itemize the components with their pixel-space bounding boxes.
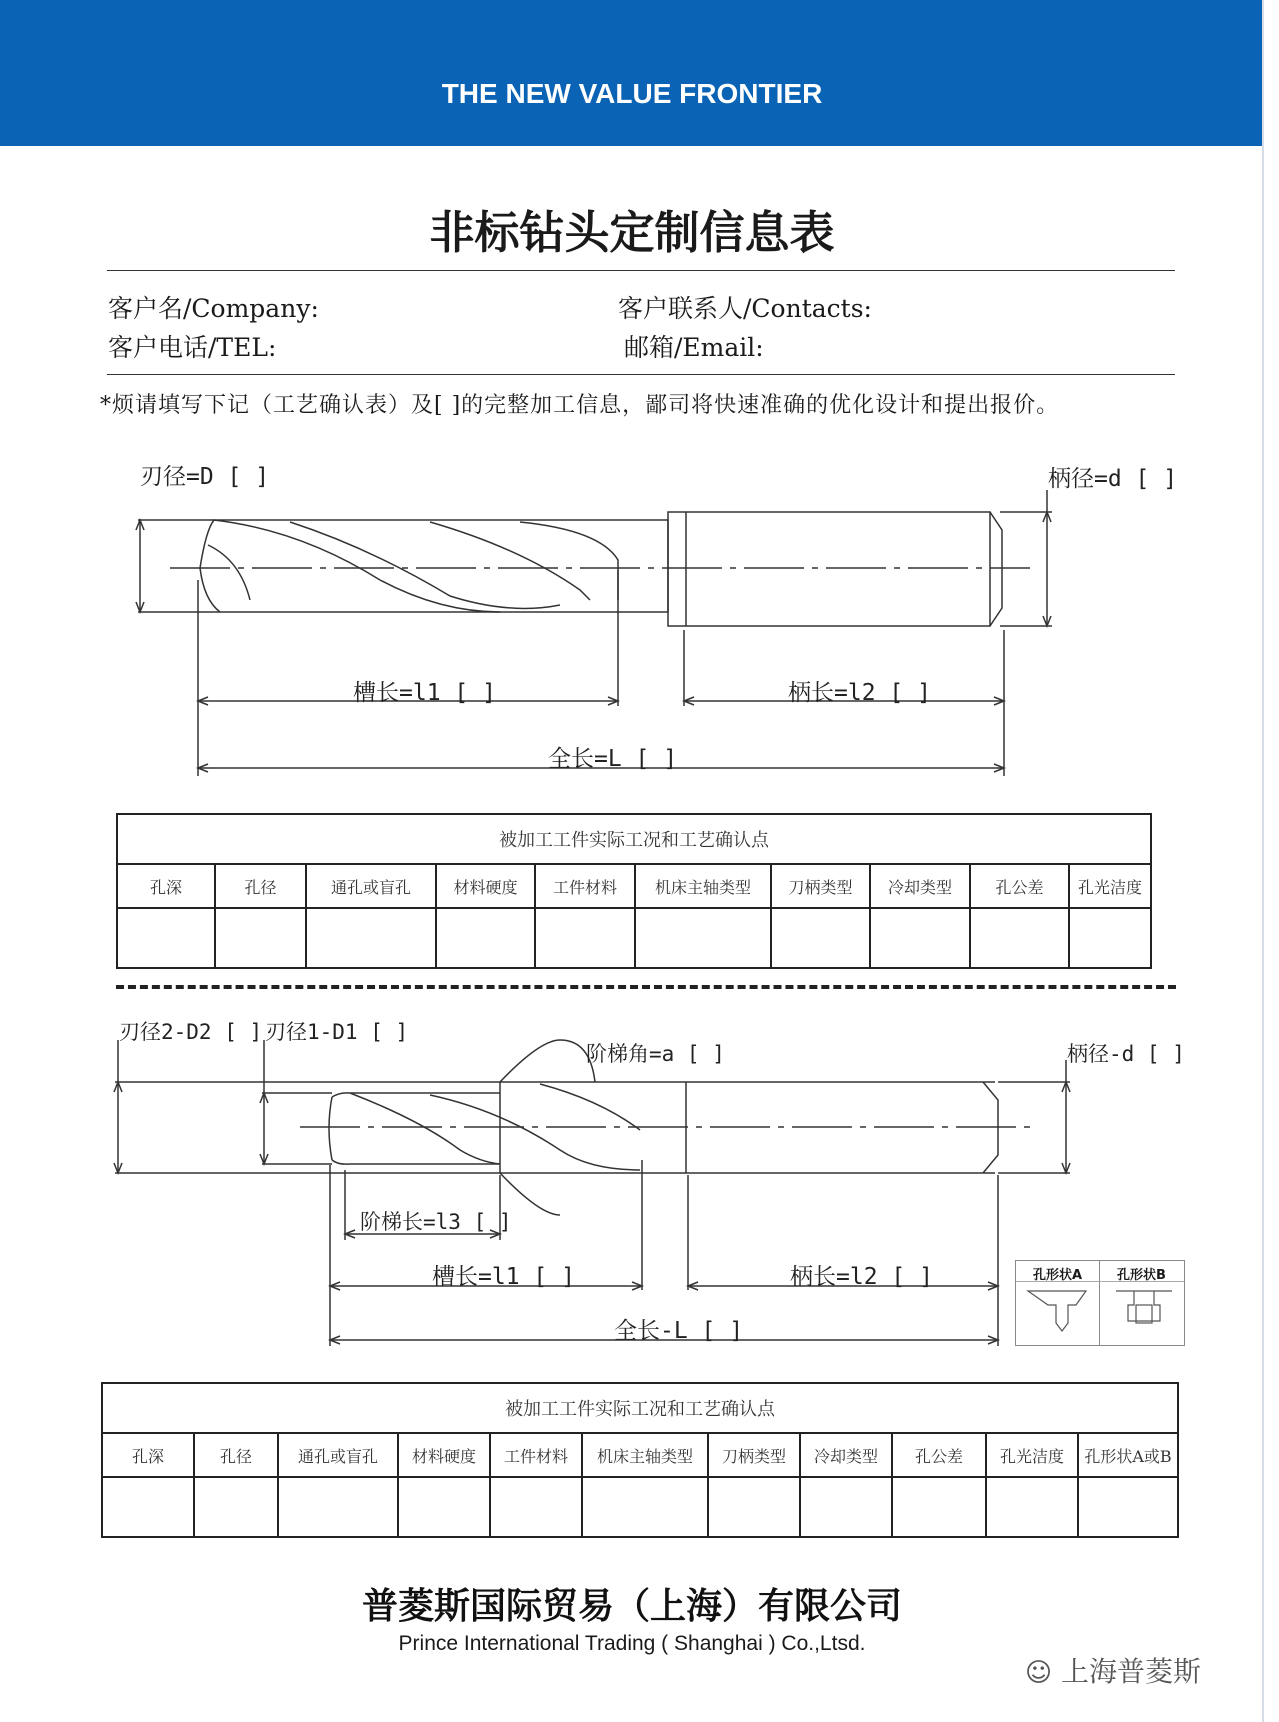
shape-a-label: 孔形状A xyxy=(1032,1268,1083,1283)
table-cell xyxy=(535,908,635,968)
table-cell xyxy=(117,908,215,968)
table-header: 材料硬度 xyxy=(398,1433,490,1477)
tel-field: 客户电话/TEL: xyxy=(108,333,277,362)
table-header: 刀柄类型 xyxy=(771,864,870,908)
label-step-angle: 阶梯角=a [ ] xyxy=(586,1042,725,1066)
table-cell xyxy=(892,1477,986,1537)
table-cell xyxy=(436,908,535,968)
email-field: 邮箱/Email: xyxy=(624,333,764,362)
label-shank-length-2: 柄长=l2 [ ] xyxy=(790,1264,933,1290)
label-flute-length-2: 槽长=l1 [ ] xyxy=(432,1264,575,1290)
table-cell xyxy=(306,908,436,968)
label-shank-diameter-2: 柄径-d [ ] xyxy=(1067,1042,1185,1066)
table-header: 孔光洁度 xyxy=(1069,864,1151,908)
table-header: 孔形状A或B xyxy=(1078,1433,1178,1477)
table-header: 机床主轴类型 xyxy=(582,1433,708,1477)
table-header: 机床主轴类型 xyxy=(635,864,771,908)
company-name-en: Prince International Trading ( Shanghai ) Co.,Ltsd. xyxy=(398,1632,866,1655)
table-header: 冷却类型 xyxy=(800,1433,892,1477)
table-cell xyxy=(398,1477,490,1537)
table-caption: 被加工工件实际工况和工艺确认点 xyxy=(102,1383,1178,1433)
table-cell xyxy=(870,908,970,968)
wechat-account: 上海普菱斯 xyxy=(1061,1655,1202,1688)
table-header: 工件材料 xyxy=(535,864,635,908)
table-header: 通孔或盲孔 xyxy=(278,1433,398,1477)
label-shank-diameter: 柄径=d [ ] xyxy=(1048,466,1178,492)
table-header: 刀柄类型 xyxy=(708,1433,800,1477)
instruction-note: *烦请填写下记（工艺确认表）及[ ]的完整加工信息，鄙司将快速准确的优化设计和提出报价。 xyxy=(100,393,1060,418)
table-cell xyxy=(490,1477,582,1537)
contacts-field: 客户联系人/Contacts: xyxy=(618,294,872,323)
table-cell xyxy=(800,1477,892,1537)
page-title: 非标钻头定制信息表 xyxy=(429,206,835,259)
hole-shape-legend xyxy=(1015,1260,1185,1346)
process-table-1 xyxy=(116,813,1152,969)
wechat-icon: ☺ xyxy=(1025,1658,1053,1688)
table-cell xyxy=(986,1477,1078,1537)
table-header: 孔光洁度 xyxy=(986,1433,1078,1477)
table-header: 孔径 xyxy=(194,1433,278,1477)
shape-b-label: 孔形状B xyxy=(1117,1268,1166,1283)
table-cell xyxy=(194,1477,278,1537)
banner-slogan: THE NEW VALUE FRONTIER xyxy=(441,78,823,109)
table-cell xyxy=(278,1477,398,1537)
hole-shape-icons xyxy=(1016,1261,1184,1345)
table-header: 材料硬度 xyxy=(436,864,535,908)
table-cell xyxy=(582,1477,708,1537)
section-divider xyxy=(116,985,1176,989)
table-cell xyxy=(102,1477,194,1537)
table-cell xyxy=(708,1477,800,1537)
wechat-watermark xyxy=(1025,1650,1201,1690)
label-total-length: 全长=L [ ] xyxy=(548,746,678,772)
process-table-2 xyxy=(101,1382,1179,1538)
table-cell xyxy=(1069,908,1151,968)
table-caption: 被加工工件实际工况和工艺确认点 xyxy=(117,814,1151,864)
label-blade-diameter-2: 刃径2-D2 [ ] xyxy=(119,1020,263,1044)
table-cell xyxy=(635,908,771,968)
table-header: 孔公差 xyxy=(892,1433,986,1477)
table-cell xyxy=(771,908,870,968)
label-blade-diameter-1: 刃径1-D1 [ ] xyxy=(265,1020,409,1044)
label-flute-length: 槽长=l1 [ ] xyxy=(353,680,496,706)
company-name-cn: 普菱斯国际贸易（上海）有限公司 xyxy=(361,1586,902,1627)
company-field: 客户名/Company: xyxy=(108,294,319,323)
table-header: 通孔或盲孔 xyxy=(306,864,436,908)
label-shank-length: 柄长=l2 [ ] xyxy=(788,680,931,706)
table-header: 工件材料 xyxy=(490,1433,582,1477)
label-step-length: 阶梯长=l3 [ ] xyxy=(360,1210,512,1234)
label-blade-diameter: 刃径=D [ ] xyxy=(140,464,270,490)
table-header: 冷却类型 xyxy=(870,864,970,908)
table-header: 孔径 xyxy=(215,864,306,908)
table-cell xyxy=(215,908,306,968)
label-total-length-2: 全长-L [ ] xyxy=(614,1318,744,1344)
table-header: 孔深 xyxy=(102,1433,194,1477)
table-cell xyxy=(1078,1477,1178,1537)
table-cell xyxy=(970,908,1069,968)
table-header: 孔深 xyxy=(117,864,215,908)
table-header: 孔公差 xyxy=(970,864,1069,908)
